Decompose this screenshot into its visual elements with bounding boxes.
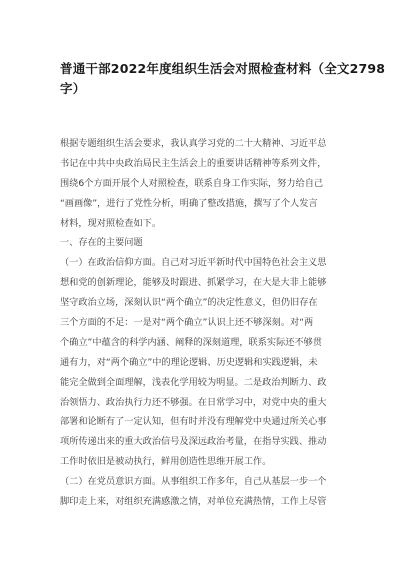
paragraph-line: 材料，现对照检查如下。	[60, 217, 162, 229]
paragraph-line: 脚印走上来，对组织充满感激之情，对单位充满热情，工作上尽管	[60, 496, 327, 508]
title-line: 字）	[60, 80, 86, 96]
paragraph-line: 工作时依旧是被动执行，鲜用创造性思维开展工作。	[60, 456, 272, 468]
paragraph-line: 想和党的创新理论，能够及时跟进、抓紧学习，在大是大非上能够	[60, 277, 327, 289]
spacer	[60, 122, 350, 134]
paragraph-line: （一）在政治信仰方面。自己对习近平新时代中国特色社会主义思	[60, 257, 327, 269]
paragraph-line: 部署和论断有了一定认知，但有时并没有理解党中央通过所关心事	[60, 416, 327, 428]
document-title	[60, 57, 386, 97]
paragraph-line: 坚守政治立场，深刻认识“两个确立”的决定性意义，但仍旧存在	[60, 297, 318, 309]
paragraph-line: 个确立”中蕴含的科学内涵、阐释的深刻道理，联系实际还不够贯	[60, 336, 323, 348]
paragraph-line: 根据专题组织生活会要求，我认真学习党的二十大精神、习近平总	[60, 138, 327, 149]
paragraph-line: 治领悟力、政治执行力还不够强。在日常学习中，对党中央的重大	[60, 396, 327, 408]
paragraph-line: 项所传递出来的重大政治信号及深远政治考量，在指导实践、推动	[60, 436, 327, 448]
paragraph-line: 能完全做到全面理解，浅表化学用较为明显。二是政治判断力、政	[60, 376, 327, 388]
document-body	[60, 122, 350, 512]
section-heading: 一、存在的主要问题	[60, 237, 143, 249]
paragraph-line: （二）在党员意识方面。从事组织工作多年，自己从基层一步一个	[60, 476, 327, 488]
paragraph-line: 围绕6个方面开展个人对照检查，联系自身工作实际，努力给自己	[60, 177, 324, 189]
paragraph-line: “画画像”，进行了党性分析，明确了整改措施，撰写了个人发言	[60, 197, 318, 209]
title-line: 普通干部2022年度组织生活会对照检查材料（全文2798	[60, 61, 386, 76]
paragraph-line: 书记在中共中央政治局民主生活会上的重要讲话精神等系列文件，	[60, 157, 327, 169]
paragraph-line: 通有力，对“两个确立”中的理论逻辑、历史逻辑和实践逻辑，未	[60, 356, 318, 368]
paragraph-line: 三个方面的不足：一是对“两个确立”认识上还不够深刻。对“两	[60, 317, 314, 329]
